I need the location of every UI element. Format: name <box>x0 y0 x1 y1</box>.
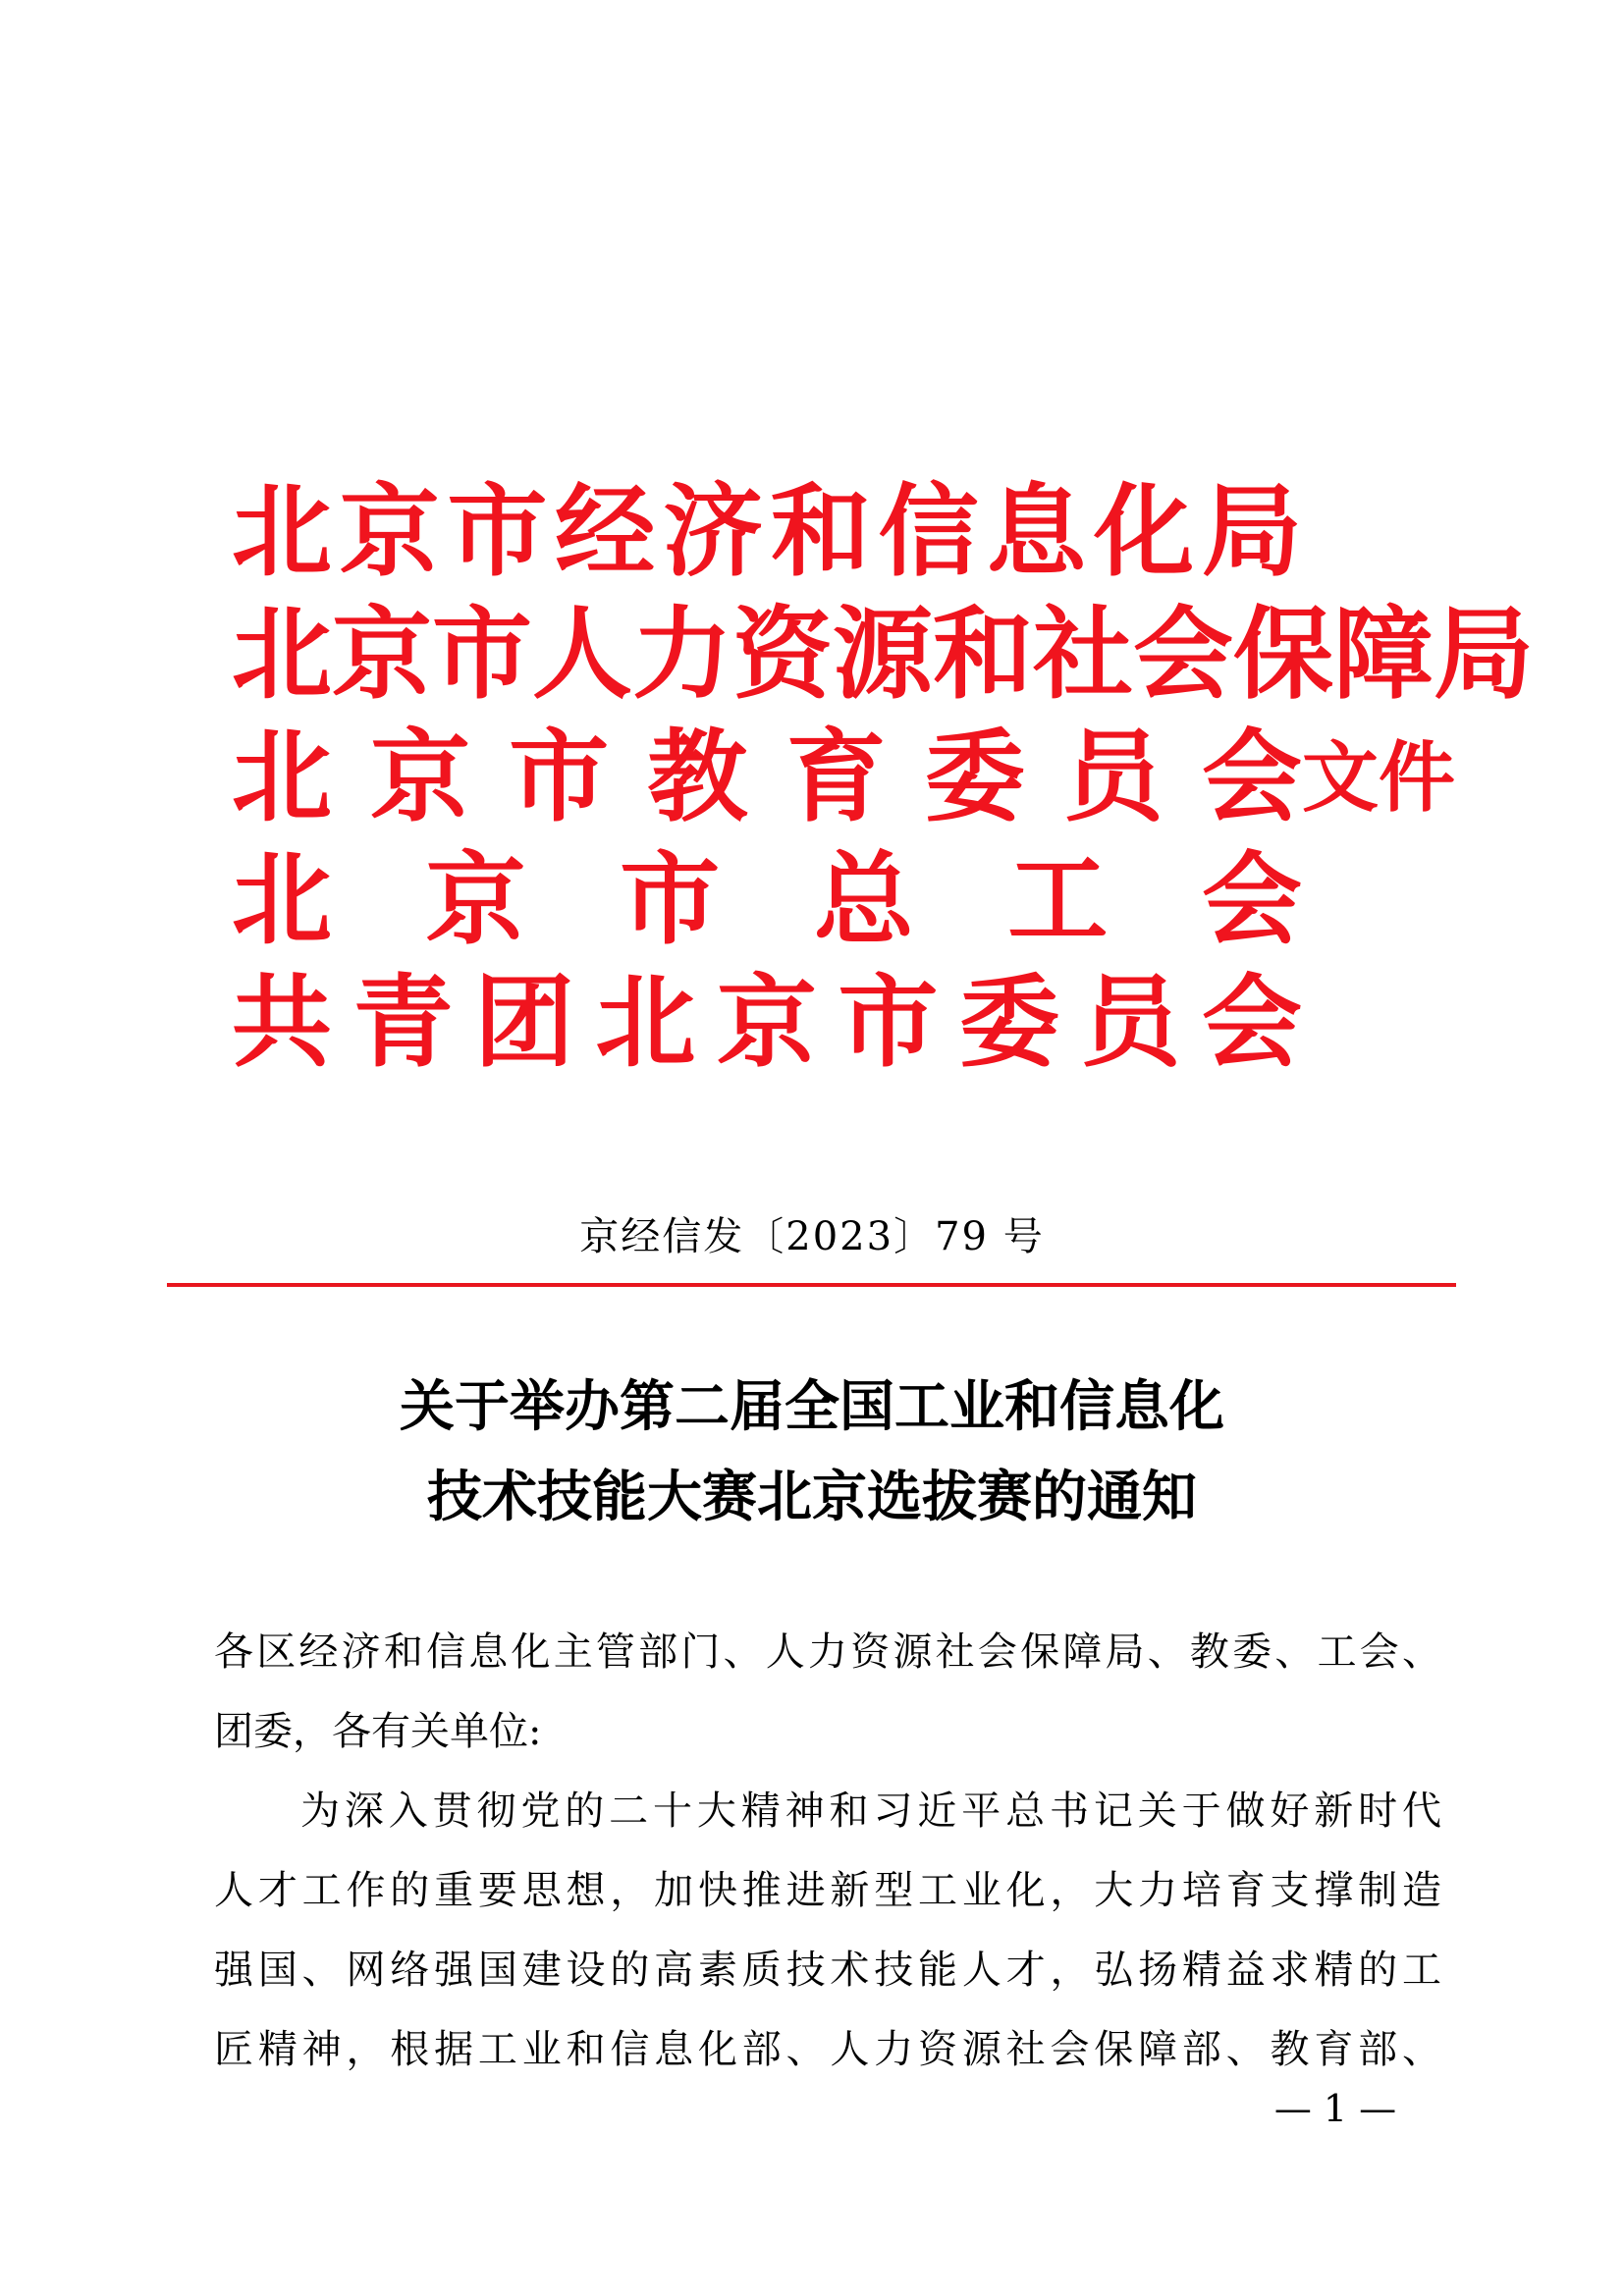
issuer-char: 京 <box>339 473 440 591</box>
addressee-line: 各区经济和信息化主管部门、人力资源社会保障局、教委、工会、 <box>214 1629 1441 1675</box>
title-line-2: 技术技能大赛北京选拔赛的通知 <box>427 1466 1197 1529</box>
issuer-char: 和 <box>770 473 871 591</box>
issuer-char: 育 <box>785 719 887 836</box>
issuer-char: 委 <box>959 964 1059 1082</box>
document-body <box>214 1613 1441 2090</box>
issuer-suffix: 文件 <box>1302 733 1456 823</box>
page-number: — 1 — <box>1273 2087 1397 2130</box>
issuer-char: 员 <box>1080 964 1181 1082</box>
issuer-char: 北 <box>232 473 332 591</box>
issuer-char: 会 <box>1202 964 1302 1082</box>
issuer-char: 京 <box>717 964 817 1082</box>
issuer-char: 济 <box>663 473 764 591</box>
issuer-line-4 <box>232 839 1439 962</box>
paragraph-line: 为深入贯彻党的二十大精神和习近平总书记关于做好新时代 <box>300 1789 1441 1834</box>
document-number: 京经信发〔2023〕79 号 <box>579 1214 1045 1259</box>
issuer-char: 局 <box>1201 473 1302 591</box>
issuer-char: 市 <box>509 719 610 836</box>
issuer-char: 息 <box>986 473 1087 591</box>
issuer-name <box>232 841 1302 959</box>
paragraph-line: 匠精神，根据工业和信息化部、人力资源社会保障部、教育部、 <box>214 2027 1441 2072</box>
issuer-char: 团 <box>474 964 574 1082</box>
issuer-char: 青 <box>352 964 454 1082</box>
issuer-char: 源 <box>833 596 933 714</box>
issuer-char: 市 <box>447 473 548 591</box>
issuer-char: 资 <box>732 596 833 714</box>
issuer-char: 力 <box>632 596 732 714</box>
title-line-1: 关于举办第二届全国工业和信息化 <box>400 1375 1224 1439</box>
paragraph-line: 强国、网络强国建设的高素质技术技能人才，弘扬精益求精的工 <box>214 1948 1441 1993</box>
issuer-char: 北 <box>232 719 332 836</box>
issuer-char: 总 <box>813 841 914 959</box>
issuer-line-2 <box>232 594 1534 717</box>
issuer-name <box>232 473 1302 591</box>
issuer-line-5 <box>232 962 1439 1085</box>
red-separator-rule <box>167 1283 1456 1287</box>
issuer-char: 保 <box>1233 596 1333 714</box>
issuer-char: 和 <box>933 596 1033 714</box>
issuer-char: 北 <box>595 964 696 1082</box>
issuer-char: 委 <box>924 719 1025 836</box>
issuer-char: 教 <box>647 719 748 836</box>
issuing-agencies-letterhead <box>232 471 1534 1085</box>
issuer-char: 人 <box>532 596 632 714</box>
issuer-char: 北 <box>232 841 332 959</box>
issuer-name <box>232 964 1302 1082</box>
issuer-char: 京 <box>425 841 526 959</box>
issuer-line-3 <box>232 717 1456 839</box>
issuer-char: 信 <box>878 473 979 591</box>
issuer-char: 会 <box>1133 596 1233 714</box>
issuer-char: 会 <box>1201 841 1302 959</box>
issuer-char: 京 <box>370 719 471 836</box>
issuer-char: 市 <box>620 841 721 959</box>
issuer-char: 工 <box>1007 841 1109 959</box>
document-title <box>0 1362 1624 1543</box>
issuer-char: 经 <box>555 473 656 591</box>
issuer-line-1 <box>232 471 1439 594</box>
issuer-char: 共 <box>232 964 332 1082</box>
issuer-char: 会 <box>1201 719 1302 836</box>
issuer-char: 市 <box>432 596 532 714</box>
issuer-char: 员 <box>1062 719 1164 836</box>
issuer-char: 社 <box>1033 596 1133 714</box>
issuer-char: 障 <box>1333 596 1434 714</box>
issuer-char: 化 <box>1094 473 1195 591</box>
addressee-line: 团委，各有关单位: <box>214 1709 542 1754</box>
issuer-name <box>232 719 1302 836</box>
paragraph-line: 人才工作的重要思想，加快推进新型工业化，大力培育支撑制造 <box>214 1868 1441 1913</box>
issuer-name <box>232 596 1534 714</box>
issuer-char: 局 <box>1434 596 1534 714</box>
issuer-char: 京 <box>332 596 432 714</box>
issuer-char: 市 <box>838 964 939 1082</box>
issuer-char: 北 <box>232 596 332 714</box>
